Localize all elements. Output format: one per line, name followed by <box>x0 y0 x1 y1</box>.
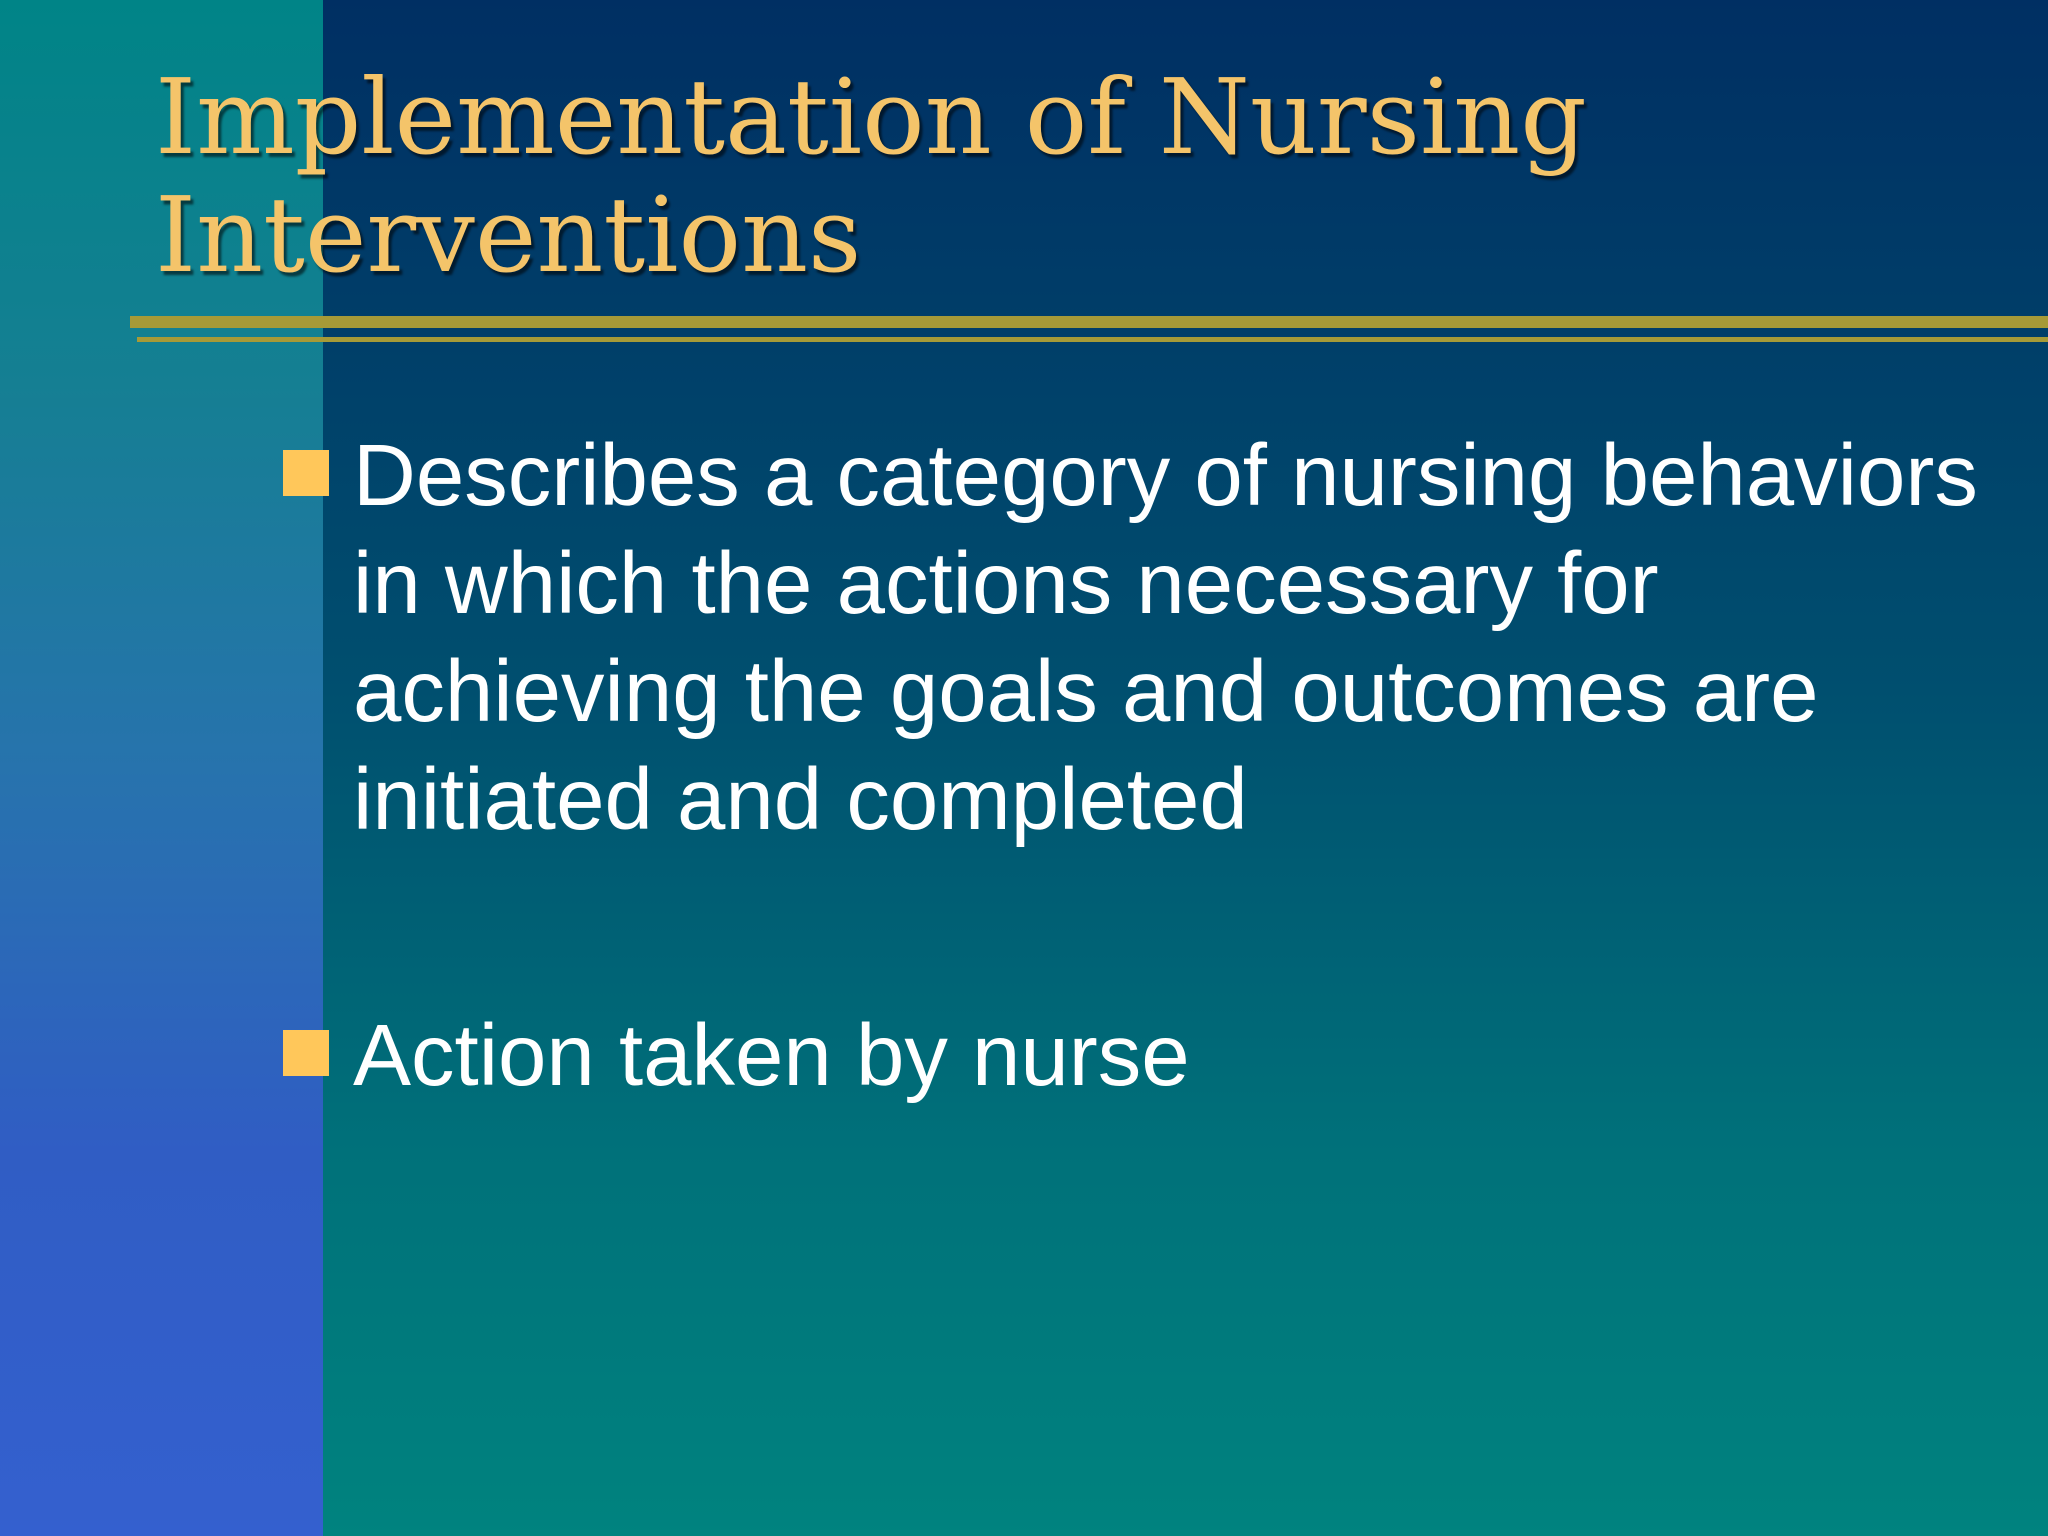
bullet-item <box>283 422 2013 854</box>
slide-title: Implementation of Nursing Interventions <box>155 56 1587 296</box>
title-rule-thick <box>130 316 2048 328</box>
bullet-list <box>283 422 2013 1258</box>
bullet-item <box>283 1002 2013 1110</box>
square-bullet-icon <box>283 450 329 496</box>
bullet-text: Describes a category of nursing behaviors in which the actions necessary for achieving the goals and outcomes are initiated and completed <box>353 427 1978 848</box>
square-bullet-icon <box>283 1030 329 1076</box>
title-rule-thin <box>137 337 2048 342</box>
bullet-text: Action taken by nurse <box>353 1007 1190 1104</box>
